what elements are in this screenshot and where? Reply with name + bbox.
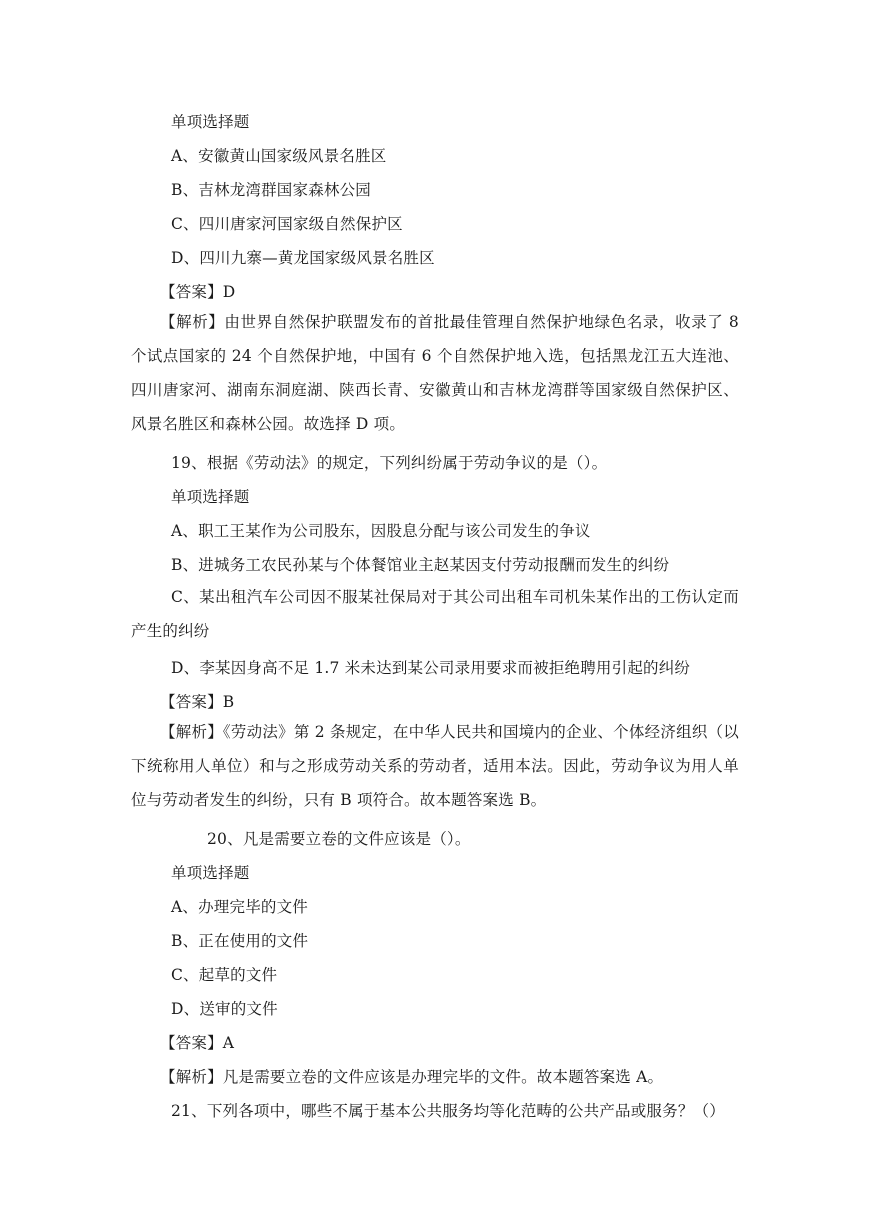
q19-option-b: B、进城务工农民孙某与个体餐馆业主赵某因支付劳动报酬而发生的纠纷 [171, 556, 670, 574]
q20-answer: 【答案】A [160, 1034, 235, 1052]
q18-analysis: 【解析】由世界自然保护联盟发布的首批最佳管理自然保护地绿色名录，收录了 8 个试点国家的 24 个自然保护地，中国有 6 个自然保护地入选，包括黑龙江五大连池、四川唐家河、湖南东洞庭湖、陕西长青、安徽黄山和吉林龙湾群等国家级自然保护区、风景名胜区和森林公园。故选择 D 项。 [131, 313, 739, 433]
q20-analysis: 【解析】凡是需要立卷的文件应该是办理完毕的文件。故本题答案选 A。 [160, 1068, 664, 1086]
q18-type: 单项选择题 [171, 113, 250, 131]
q21-question: 21、下列各项中，哪些不属于基本公共服务均等化范畴的公共产品或服务？（） [171, 1102, 725, 1120]
q19-option-a: A、职工王某作为公司股东，因股息分配与该公司发生的争议 [171, 522, 591, 540]
q18-option-a: A、安徽黄山国家级风景名胜区 [171, 147, 387, 165]
q19-analysis: 【解析】《劳动法》第 2 条规定，在中华人民共和国境内的企业、个体经济组织（以下统称用人单位）和与之形成劳动关系的劳动者，适用本法。因此，劳动争议为用人单位与劳动者发生的纠纷，只有 B 项符合。故本题答案选 B。 [131, 723, 739, 809]
q18-option-b: B、吉林龙湾群国家森林公园 [171, 181, 371, 199]
q18-answer: 【答案】D [160, 283, 236, 301]
q20-option-d: D、送审的文件 [171, 1000, 278, 1018]
q20-option-b: B、正在使用的文件 [171, 932, 309, 950]
q19-option-c: C、某出租汽车公司因不服某社保局对于其公司出租车司机朱某作出的工伤认定而产生的纠纷 [131, 588, 739, 640]
q19-question: 19、根据《劳动法》的规定，下列纠纷属于劳动争议的是（）。 [171, 454, 608, 472]
q19-option-d: D、李某因身高不足 1.7 米未达到某公司录用要求而被拒绝聘用引起的纠纷 [171, 659, 691, 677]
q18-option-d: D、四川九寨—黄龙国家级风景名胜区 [171, 249, 435, 267]
q20-option-c: C、起草的文件 [171, 966, 278, 984]
q19-type: 单项选择题 [171, 488, 250, 506]
q20-type: 单项选择题 [171, 864, 250, 882]
q18-option-c: C、四川唐家河国家级自然保护区 [171, 215, 403, 233]
q19-answer: 【答案】B [160, 693, 235, 711]
q20-question: 20、凡是需要立卷的文件应该是（）。 [207, 830, 471, 848]
q20-option-a: A、办理完毕的文件 [171, 898, 308, 916]
